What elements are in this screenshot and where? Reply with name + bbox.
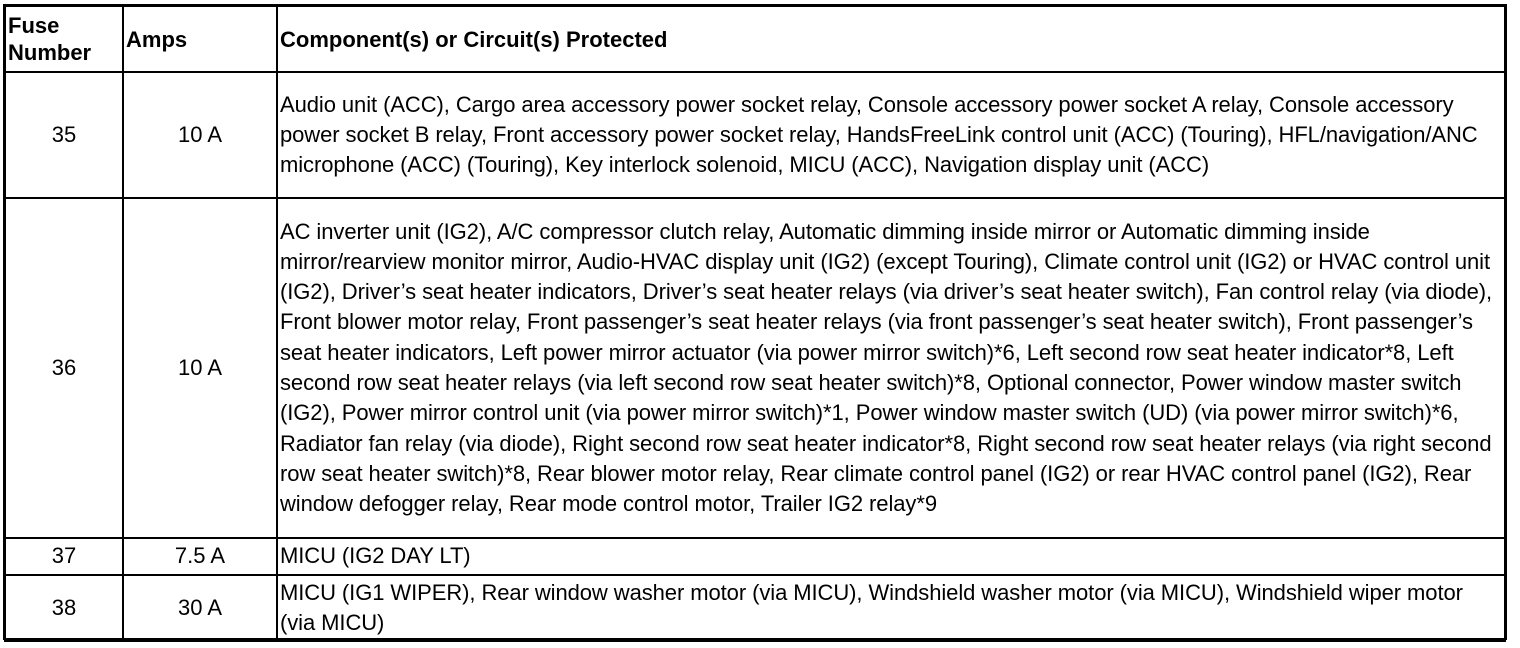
fuse-number-cell: 35 <box>5 72 123 198</box>
amps-cell: 10 A <box>123 198 277 538</box>
table-body <box>5 72 1505 641</box>
components-cell: Audio unit (ACC), Cargo area accessory power socket relay, Console accessory power socket A relay, Console accessory power socket B relay, Front accessory power socket relay, HandsFreeLink control unit (ACC) (Touring), HFL/navigation/ANC microphone (ACC) (Touring), Key interlock solenoid, MICU (ACC), Navigation display unit (ACC) <box>277 72 1505 198</box>
header-fuse-number: Fuse Number <box>5 6 123 72</box>
fuse-number-cell: 36 <box>5 198 123 538</box>
table-header <box>5 6 1505 72</box>
table-row <box>5 538 1505 575</box>
amps-cell: 30 A <box>123 575 277 641</box>
header-row <box>5 6 1505 72</box>
table-row <box>5 575 1505 641</box>
components-cell: AC inverter unit (IG2), A/C compressor clutch relay, Automatic dimming inside mirror or Automatic dimming inside mirror/rearview monitor mirror, Audio-HVAC display unit (IG2) (except Touring), Climate control unit (IG2) or HVAC control unit (IG2), Driver’s seat heater indicators, Driver’s seat heater relays (via driver’s seat heater switch), Fan control relay (via diode), Front blower motor relay, Front passenger’s seat heater relays (via front passenger’s seat heater switch), Front passenger’s seat heater indicators, Left power mirror actuator (via power mirror switch)*6, Left second row seat heater indicator*8, Left second row seat heater relays (via left second row seat heater switch)*8, Optional connector, Power window master switch (IG2), Power mirror control unit (via power mirror switch)*1, Power window master switch (UD) (via power mirror switch)*6, Radiator fan relay (via diode), Right second row seat heater indicator*8, Right second row seat heater relays (via right second row seat heater switch)*8, Rear blower motor relay, Rear climate control panel (IG2) or rear HVAC control panel (IG2), Rear window defogger relay, Rear mode control motor, Trailer IG2 relay*9 <box>277 198 1505 538</box>
fuse-table <box>4 5 1506 642</box>
components-cell: MICU (IG1 WIPER), Rear window washer motor (via MICU), Windshield washer motor (via MICU), Windshield wiper motor (via MICU) <box>277 575 1505 641</box>
table-row <box>5 72 1505 198</box>
components-cell: MICU (IG2 DAY LT) <box>277 538 1505 575</box>
amps-cell: 10 A <box>123 72 277 198</box>
fuse-number-cell: 37 <box>5 538 123 575</box>
fuse-number-cell: 38 <box>5 575 123 641</box>
table-row <box>5 198 1505 538</box>
header-components: Component(s) or Circuit(s) Protected <box>277 6 1505 72</box>
header-amps: Amps <box>123 6 277 72</box>
amps-cell: 7.5 A <box>123 538 277 575</box>
